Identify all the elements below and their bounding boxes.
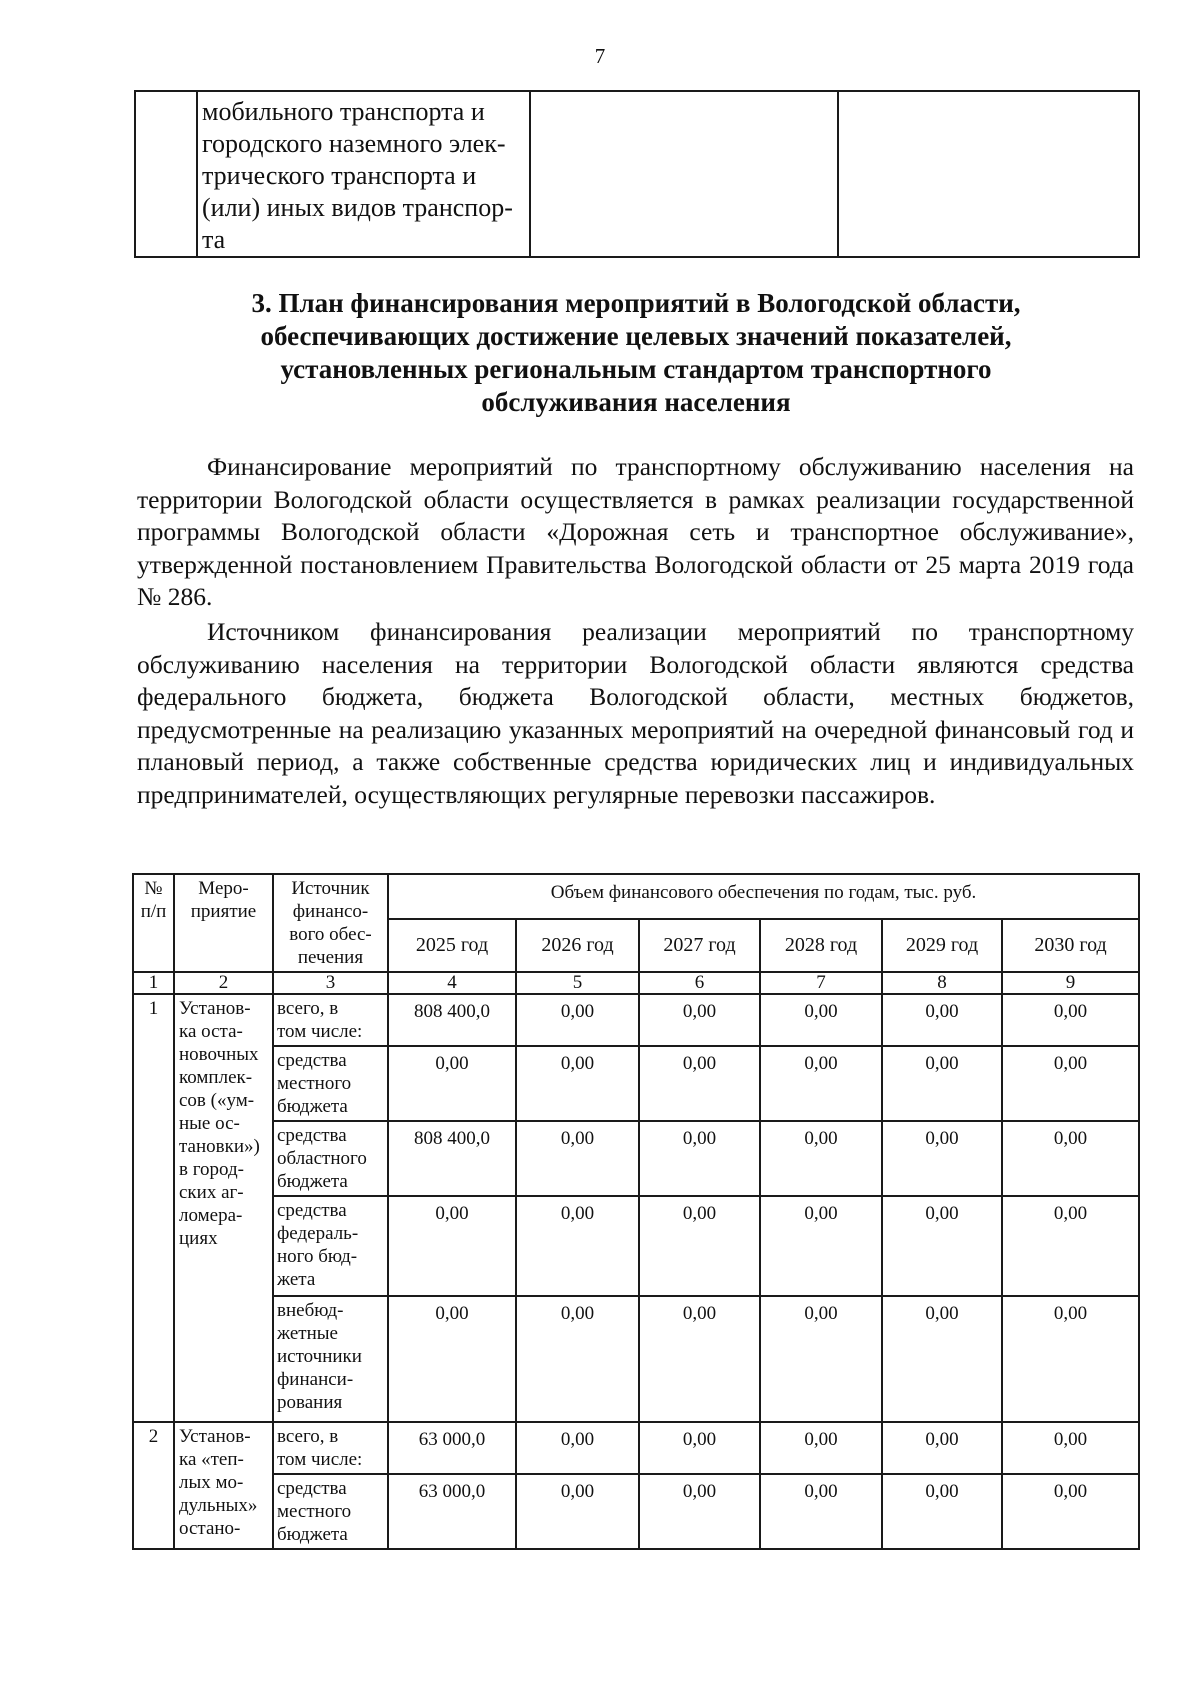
column-number: 5 [516, 972, 639, 994]
event-cell: Установ- ка оста- новочных комплек- сов («ум- ные ос- тановки») в город- ских аг- ломера- циях [174, 994, 273, 1422]
value-cell: 0,00 [516, 1046, 639, 1121]
value-cell: 0,00 [639, 1196, 760, 1296]
value-cell: 0,00 [760, 1422, 882, 1474]
value-cell: 0,00 [388, 1196, 516, 1296]
value-cell: 808 400,0 [388, 994, 516, 1046]
paragraph-sources: Источником финансирования реализации мероприятий по транспортному обслуживанию населения на территории Вологодской области являются средства федерального бюджета, бюджета Вологодской области, местных бюджетов, предусмотренные на реализацию указанных мероприятий на очередной финансовый год и плановый период, а также собственные средства юридических лиц и индивидуальных предпринимателей, осуществляющих регулярные перевозки пассажиров. [137, 617, 1134, 809]
value-cell: 0,00 [516, 1474, 639, 1549]
value-cell: 0,00 [516, 1422, 639, 1474]
value-cell: 0,00 [1002, 1196, 1139, 1296]
value-cell: 0,00 [1002, 994, 1139, 1046]
continuation-empty-cell [135, 91, 197, 257]
value-cell: 0,00 [882, 994, 1002, 1046]
value-cell: 0,00 [1002, 1121, 1139, 1196]
value-cell: 0,00 [1002, 1474, 1139, 1549]
source-cell: всего, в том числе: [273, 994, 388, 1046]
column-number: 8 [882, 972, 1002, 994]
header-year: 2025 год [388, 919, 516, 972]
value-cell: 0,00 [882, 1046, 1002, 1121]
value-cell: 0,00 [760, 1196, 882, 1296]
financing-table [132, 873, 1140, 1550]
value-cell: 0,00 [639, 1121, 760, 1196]
value-cell: 0,00 [516, 994, 639, 1046]
section-heading [130, 287, 1142, 419]
value-cell: 0,00 [882, 1474, 1002, 1549]
value-cell: 0,00 [882, 1296, 1002, 1422]
value-cell: 0,00 [516, 1121, 639, 1196]
section-heading-line: обеспечивающих достижение целевых значений показателей, [260, 321, 1012, 351]
page-number: 7 [594, 44, 606, 68]
value-cell: 0,00 [516, 1196, 639, 1296]
value-cell: 0,00 [882, 1422, 1002, 1474]
row-number: 2 [133, 1422, 174, 1549]
continuation-empty-cell [530, 91, 838, 257]
header-year: 2028 год [760, 919, 882, 972]
source-cell: внебюд- жетные источники финанси- рования [273, 1296, 388, 1422]
column-number: 6 [639, 972, 760, 994]
column-number: 9 [1002, 972, 1139, 994]
source-cell: средства местного бюджета [273, 1046, 388, 1121]
continuation-empty-cell [838, 91, 1139, 257]
value-cell: 0,00 [760, 1474, 882, 1549]
header-year: 2026 год [516, 919, 639, 972]
continuation-table [134, 90, 1140, 258]
value-cell: 0,00 [516, 1296, 639, 1422]
source-cell: средства местного бюджета [273, 1474, 388, 1549]
section-heading-line: обслуживания населения [481, 387, 791, 417]
value-cell: 63 000,0 [388, 1422, 516, 1474]
value-cell: 0,00 [1002, 1046, 1139, 1121]
continuation-text-cell: мобильного транспорта и городского наземного элек- трического транспорта и (или) иных видов транспор- та [197, 91, 530, 257]
value-cell: 808 400,0 [388, 1121, 516, 1196]
value-cell: 0,00 [639, 1046, 760, 1121]
row-number: 1 [133, 994, 174, 1422]
section-heading-line: установленных региональным стандартом транспортного [280, 354, 992, 384]
value-cell: 0,00 [882, 1121, 1002, 1196]
value-cell: 63 000,0 [388, 1474, 516, 1549]
value-cell: 0,00 [639, 1422, 760, 1474]
source-cell: средства федераль- ного бюд- жета [273, 1196, 388, 1296]
column-number: 2 [174, 972, 273, 994]
value-cell: 0,00 [388, 1296, 516, 1422]
value-cell: 0,00 [639, 994, 760, 1046]
column-number: 3 [273, 972, 388, 994]
column-number: 1 [133, 972, 174, 994]
value-cell: 0,00 [1002, 1422, 1139, 1474]
column-number: 4 [388, 972, 516, 994]
value-cell: 0,00 [388, 1046, 516, 1121]
value-cell: 0,00 [639, 1296, 760, 1422]
value-cell: 0,00 [760, 994, 882, 1046]
value-cell: 0,00 [882, 1196, 1002, 1296]
value-cell: 0,00 [760, 1121, 882, 1196]
value-cell: 0,00 [1002, 1296, 1139, 1422]
source-cell: средства областного бюджета [273, 1121, 388, 1196]
header-year: 2029 год [882, 919, 1002, 972]
header-volume: Объем финансового обеспечения по годам, тыс. руб. [388, 874, 1139, 919]
header-num: № п/п [133, 874, 174, 972]
event-cell: Установ- ка «теп- лых мо- дульных» остано- [174, 1422, 273, 1549]
header-event: Меро- приятие [174, 874, 273, 972]
value-cell: 0,00 [639, 1474, 760, 1549]
value-cell: 0,00 [760, 1296, 882, 1422]
section-heading-line: 3. План финансирования мероприятий в Вологодской области, [251, 288, 1021, 318]
header-source: Источник финансо- вого обес- печения [273, 874, 388, 972]
value-cell: 0,00 [760, 1046, 882, 1121]
column-number: 7 [760, 972, 882, 994]
paragraph-financing: Финансирование мероприятий по транспортному обслуживанию населения на территории Вологодской области осуществляется в рамках реализации государственной программы Вологодской области «Дорожная сеть и транспортное обслуживание», утвержденной постановлением Правительства Вологодской области от 25 марта 2019 года № 286. [137, 452, 1134, 612]
source-cell: всего, в том числе: [273, 1422, 388, 1474]
header-year: 2027 год [639, 919, 760, 972]
header-year: 2030 год [1002, 919, 1139, 972]
